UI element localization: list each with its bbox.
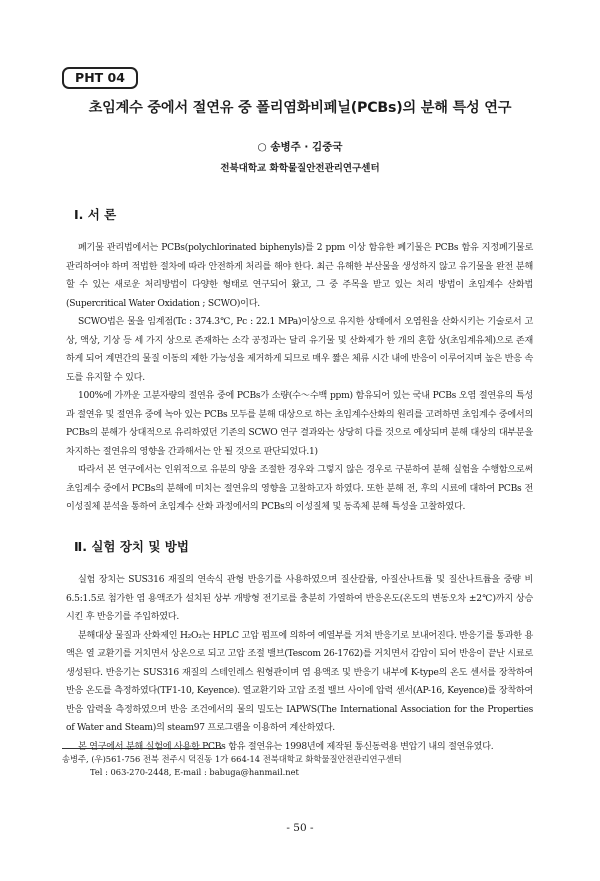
footnote-contact: Tel : 063-270-2448, E-mail : babuga@hanmail.net (90, 767, 299, 777)
page-number: - 50 - (286, 822, 314, 834)
session-code-badge: PHT 04 (62, 67, 138, 89)
paragraph: SCWO법은 물을 임계점(Tc : 374.3℃, Pc : 22.1 MPa)이상으로 유지한 상태에서 오염원을 산화시키는 기술로서 고상, 액상, 기상 등 세 가지 상으로 존재하는 소각 공정과는 달리 유기물 및 산화제가 한 개의 혼합 상(초임계유체)으로 존재하게 되어 계면간의 물질 이동의 제한 가능성을 제거하게 되므로 매우 짧은 체류 시간 내에 반응이 이루어지며 높은 반응 속도를 유지할 수 있다. (66, 317, 533, 383)
paragraph: 폐기물 관리법에서는 PCBs(polychlorinated biphenyls)를 2 ppm 이상 함유한 폐기물은 PCBs 함유 지정폐기물로 관리하여야 하며 적법한 절차에 따라 안전하게 처리를 해야 한다. 최근 유해한 부산물을 생성하지 않고 유기물을 완전 분해할 수 있는 새로운 처리방법이 다양한 형태로 연구되어 왔고, 그 중 주목을 받고 있는 처리 방법이 초임계수 산화법(Supercritical Water Oxidation ; SCWO)이다. (66, 243, 533, 309)
section-introduction-body (66, 239, 533, 517)
paragraph: 실험 장치는 SUS316 재질의 연속식 관형 반응기를 사용하였으며 질산칼륨, 아질산나트륨 및 질산나트륨을 중량 비 6.5:1.5로 첨가한 염 용액조가 설치된 상부 개방형 전기로를 충분히 가열하여 반응온도(온도의 변동오차 ±2℃)까지 상승시킨 후 반응기를 주입하였다. (66, 575, 533, 622)
section-heading-methods: Ⅱ. 실험 장치 및 방법 (74, 539, 189, 554)
affiliation: 전북대학교 화학물질안전관리연구센터 (220, 163, 380, 174)
section-heading-introduction: Ⅰ. 서 론 (74, 207, 117, 222)
footnote-divider (62, 748, 222, 749)
paragraph: 따라서 본 연구에서는 인위적으로 유분의 양을 조절한 경우와 그렇지 않은 경우로 구분하여 분해 실험을 수행함으로써 초임계수 중에서 PCBs의 분해에 미치는 절연유의 영향을 고찰하고자 하였다. 또한 분해 전, 후의 시료에 대하여 PCBs 전이성질체 분석을 통하여 초임계수 산화 과정에서의 PCBs의 이성질체 및 동족체 분해 특성을 고찰하였다. (66, 465, 533, 512)
section-methods-body (66, 571, 533, 756)
paper-title: 초임계수 중에서 절연유 중 폴리염화비페닐(PCBs)의 분해 특성 연구 (88, 100, 512, 116)
footnote-address: 송병주, (우)561-756 전북 전주시 덕진동 1가 664-14 전북대학교 화학물질안전관리연구센터 (62, 754, 402, 764)
paragraph: 100%에 가까운 고분자량의 절연유 중에 PCBs가 소량(수～수백 ppm) 함유되어 있는 국내 PCBs 오염 절연유의 특성과 절연유 및 절연유 중에 녹아 있는 PCBs 모두를 분해 대상으로 하는 초임계수산화의 원리를 고려하면 초임계수 중에서의 PCBs의 분해가 상대적으로 유리하였던 기존의 SCWO 연구 결과와는 상당히 다를 것으로 예상되며 분해 대상의 대부분을 차지하는 절연유의 영향을 간과해서는 안 될 것으로 판단되었다.1) (66, 391, 533, 457)
authors: ○ 송병주 · 김중국 (257, 141, 343, 153)
footnote (62, 753, 542, 779)
paragraph: 분해대상 물질과 산화제인 H₂O₂는 HPLC 고압 펌프에 의하여 예열부를 거쳐 반응기로 보내어진다. 반응기를 통과한 용액은 열 교환기를 거치면서 상온으로 되고 고압 조절 밸브(Tescom 26-1762)를 거치면서 감압이 되어 반응이 끝난 시료로 생성된다. 반응기는 SUS316 재질의 스테인레스 원형관이며 염 용액조 및 반응기 내부에 K-type의 온도 센서를 장착하여 반응 온도를 측정하였다(TF1-10, Keyence). 열교환기와 고압 조절 밸브 사이에 압력 센서(AP-16, Keyence)를 장착하여 반응 압력을 측정하였으며 반응 조건에서의 물의 밀도는 IAPWS(The International Association for the Properties of Water and Steam)의 steam97 프로그램을 이용하여 계산하였다. (66, 630, 533, 733)
paragraph: 본 연구에서 분해 실험에 사용한 PCBs 함유 절연유는 1998년에 제작된 통신동력용 변압기 내의 절연유였다. (78, 741, 494, 752)
